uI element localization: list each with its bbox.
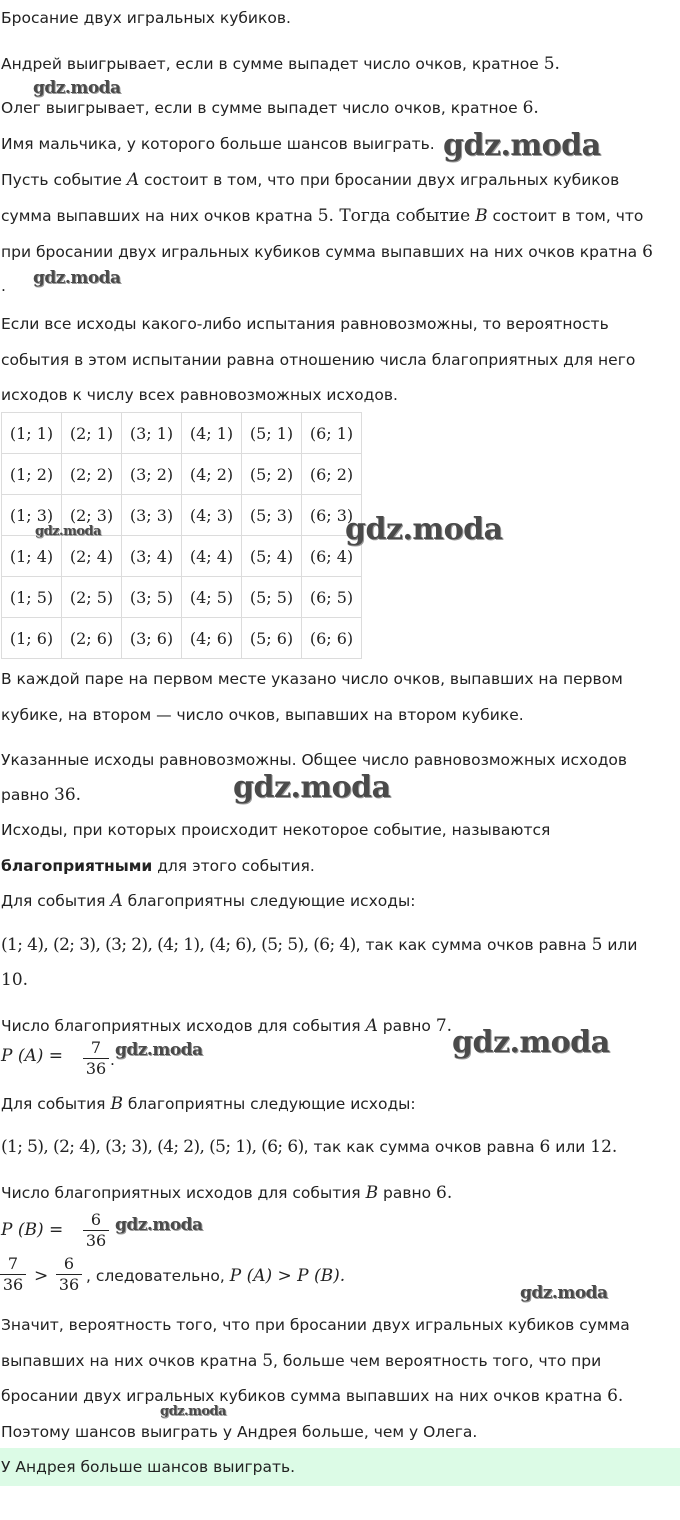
outcome-cell: (5; 4) xyxy=(242,536,302,577)
oleg-rule: Олег выигрывает, если в сумме выпадет число очков, кратное 6. xyxy=(1,98,539,118)
outcome-cell: (4; 2) xyxy=(182,454,242,495)
pair-explanation-1: В каждой паре на первом месте указано число очков, выпавших на первом xyxy=(1,670,623,688)
outcome-cell: (2; 3) xyxy=(62,495,122,536)
watermark: gdz.moda xyxy=(345,512,503,547)
table-row xyxy=(2,577,362,618)
table-row xyxy=(2,536,362,577)
outcome-cell: (1; 6) xyxy=(2,618,62,659)
event-a-list-end: 10. xyxy=(1,970,29,990)
event-b-list: (1; 5), (2; 4), (3; 3), (4; 2), (5; 1), (6; 6), так как сумма очков равна 6 или 12. xyxy=(1,1137,618,1157)
outcome-cell: (4; 5) xyxy=(182,577,242,618)
p-a-dot: . xyxy=(110,1051,115,1069)
conclusion-line-1: Значит, вероятность того, что при бросании двух игральных кубиков сумма xyxy=(1,1316,630,1334)
definition-line-1: Если все исходы какого-либо испытания равновозможны, то вероятность xyxy=(1,315,609,333)
favorable-def-1: Исходы, при которых происходит некоторое событие, называются xyxy=(1,821,551,839)
outcome-cell: (2; 1) xyxy=(62,413,122,454)
answer-box xyxy=(0,1448,680,1486)
outcome-cell: (5; 1) xyxy=(242,413,302,454)
table-row xyxy=(2,413,362,454)
event-a-list: (1; 4), (2; 3), (3; 2), (4; 1), (4; 6), (5; 5), (6; 4), так как сумма очков равна 5 или xyxy=(1,935,638,955)
outcome-cell: (5; 3) xyxy=(242,495,302,536)
outcome-cell: (6; 1) xyxy=(302,413,362,454)
definition-line-2: события в этом испытании равна отношению числа благоприятных для него xyxy=(1,351,636,369)
outcome-cell: (5; 6) xyxy=(242,618,302,659)
event-b-count: Число благоприятных исходов для события B равно 6. xyxy=(1,1183,453,1203)
outcome-cell: (5; 5) xyxy=(242,577,302,618)
outcome-cell: (3; 5) xyxy=(122,577,182,618)
p-a-lhs: P (A) = xyxy=(1,1046,64,1066)
answer-text: У Андрея больше шансов выиграть. xyxy=(1,1458,296,1476)
definition-line-3: исходов к числу всех равновозможных исходов. xyxy=(1,386,398,404)
outcome-cell: (2; 2) xyxy=(62,454,122,495)
outcome-cell: (6; 2) xyxy=(302,454,362,495)
outcome-cell: (3; 3) xyxy=(122,495,182,536)
watermark: gdz.moda xyxy=(233,770,391,805)
watermark: gdz.moda xyxy=(35,524,102,539)
outcome-cell: (1; 5) xyxy=(2,577,62,618)
event-a-count: Число благоприятных исходов для события A равно 7. xyxy=(1,1016,453,1036)
outcome-cell: (2; 6) xyxy=(62,618,122,659)
solution-line-1: Пусть событие A состоит в том, что при бросании двух игральных кубиков xyxy=(1,170,620,190)
question: Имя мальчика, у которого больше шансов выиграть. xyxy=(1,135,435,153)
watermark: gdz.moda xyxy=(443,128,601,163)
solution-line-2: сумма выпавших на них очков кратна 5. Тогда событие B состоит в том, что xyxy=(1,206,644,226)
equiprobable-line-2: равно 36. xyxy=(1,785,82,805)
task-title: Бросание двух игральных кубиков. xyxy=(1,9,291,27)
table-row xyxy=(2,454,362,495)
watermark: gdz.moda xyxy=(452,1025,610,1060)
table-row xyxy=(2,618,362,659)
cmp-fraction-a: 7 36 xyxy=(0,1254,26,1295)
outcome-cell: (6; 3) xyxy=(302,495,362,536)
outcome-cell: (1; 3) xyxy=(2,495,62,536)
outcome-cell: (4; 4) xyxy=(182,536,242,577)
p-b-fraction: 6 36 xyxy=(83,1210,109,1251)
outcome-cell: (6; 5) xyxy=(302,577,362,618)
equiprobable-line-1: Указанные исходы равновозможны. Общее число равновозможных исходов xyxy=(1,751,628,769)
p-a-fraction: 7 36 xyxy=(83,1038,109,1079)
solution-line-4: . xyxy=(1,277,6,295)
outcome-cell: (2; 5) xyxy=(62,577,122,618)
outcome-cell: (1; 2) xyxy=(2,454,62,495)
watermark: gdz.moda xyxy=(115,1215,203,1235)
pair-explanation-2: кубике, на втором — число очков, выпавших на втором кубике. xyxy=(1,706,524,724)
outcome-cell: (6; 4) xyxy=(302,536,362,577)
watermark: gdz.moda xyxy=(160,1404,227,1419)
outcome-cell: (3; 4) xyxy=(122,536,182,577)
outcome-cell: (2; 4) xyxy=(62,536,122,577)
p-b-lhs: P (B) = xyxy=(1,1220,64,1240)
outcome-cell: (1; 1) xyxy=(2,413,62,454)
watermark: gdz.moda xyxy=(115,1040,203,1060)
cmp-greater: > xyxy=(34,1266,49,1286)
outcome-cell: (4; 3) xyxy=(182,495,242,536)
conclusion-line-4: Поэтому шансов выиграть у Андрея больше, чем у Олега. xyxy=(1,1423,478,1441)
cmp-fraction-b: 6 36 xyxy=(56,1254,82,1295)
favorable-def-2: благоприятными для этого события. xyxy=(1,857,315,875)
outcome-cell: (1; 4) xyxy=(2,536,62,577)
outcome-cell: (4; 1) xyxy=(182,413,242,454)
outcome-cell: (3; 2) xyxy=(122,454,182,495)
outcome-cell: (3; 1) xyxy=(122,413,182,454)
outcome-cell: (5; 2) xyxy=(242,454,302,495)
watermark: gdz.moda xyxy=(33,78,121,98)
solution-line-3: при бросании двух игральных кубиков сумма выпавших на них очков кратна 6 xyxy=(1,242,653,262)
event-a-header: Для события A благоприятны следующие исходы: xyxy=(1,891,416,911)
conclusion-line-2: выпавших на них очков кратна 5, больше чем вероятность того, что при xyxy=(1,1351,602,1371)
event-b-header: Для события B благоприятны следующие исходы: xyxy=(1,1094,416,1114)
outcome-cell: (3; 6) xyxy=(122,618,182,659)
watermark: gdz.moda xyxy=(520,1283,608,1303)
cmp-conclusion: , следовательно, P (A) > P (B). xyxy=(86,1266,346,1286)
outcome-cell: (4; 6) xyxy=(182,618,242,659)
andrey-rule: Андрей выигрывает, если в сумме выпадет число очков, кратное 5. xyxy=(1,54,560,74)
outcome-cell: (6; 6) xyxy=(302,618,362,659)
conclusion-line-3: бросании двух игральных кубиков сумма выпавших на них очков кратна 6. xyxy=(1,1386,624,1406)
watermark: gdz.moda xyxy=(33,268,121,288)
